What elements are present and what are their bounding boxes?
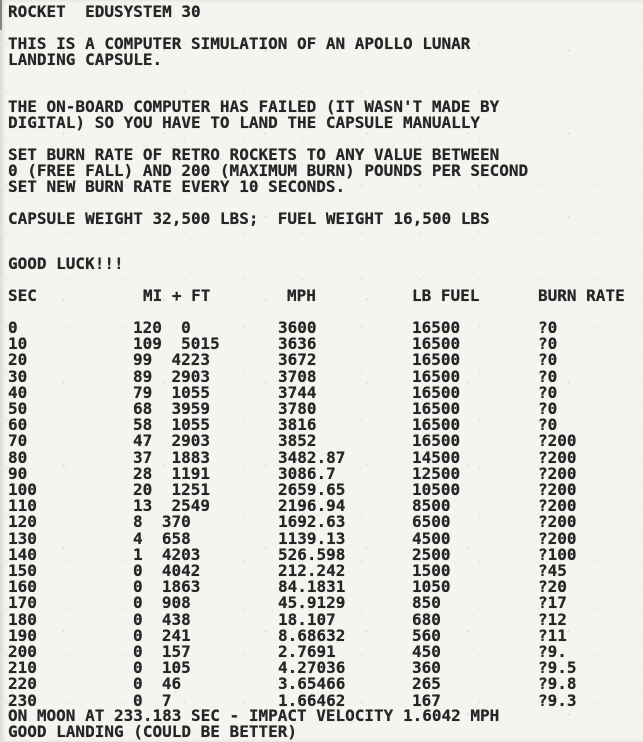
cell-miles-feet: 28 1191 [133,463,211,483]
cell-sec: 90 [8,463,28,483]
cell-fuel: 2500 [412,544,451,564]
cell-mph: 18.107 [278,609,336,629]
cell-fuel: 450 [412,642,441,661]
cell-sec: 140 [8,544,37,564]
cell-mph: 3780 [278,399,317,418]
cell-sec: 190 [8,625,37,645]
table-row [0,676,643,692]
instructions-line: 0 (FREE FALL) AND 200 (MAXIMUM BURN) POUNDS PER SECOND [8,161,529,180]
cell-mph: 3.65466 [278,674,346,694]
good-luck-line: GOOD LUCK!!! [8,254,124,273]
cell-mph: 3636 [278,334,317,354]
cell-burn-rate: ?9.5 [538,658,577,678]
cell-mph: 3086.7 [278,463,336,483]
cell-burn-rate: ?100 [538,544,577,564]
header-miles-feet: MI + FT [143,286,211,305]
cell-mph: 3816 [278,415,317,435]
intro-line: DIGITAL) SO YOU HAVE TO LAND THE CAPSULE MANUALLY [8,113,481,132]
cell-sec: 200 [8,642,37,661]
cell-miles-feet: 68 3959 [133,399,211,418]
cell-fuel: 16500 [412,334,461,354]
cell-fuel: 16500 [412,382,461,402]
cell-miles-feet: 20 1251 [133,480,211,499]
cell-mph: 84.1831 [278,577,346,597]
cell-miles-feet: 0 157 [133,642,191,661]
cell-mph: 3672 [278,350,317,370]
cell-mph: 3708 [278,366,317,386]
cell-fuel: 16500 [412,399,461,418]
cell-mph: 1692.63 [278,512,346,532]
cell-burn-rate: ?200 [538,480,577,499]
cell-mph: 2659.65 [278,480,346,499]
cell-fuel: 4500 [412,528,451,548]
cell-fuel: 16500 [412,366,461,386]
cell-fuel: 850 [412,593,441,613]
cell-miles-feet: 0 908 [133,593,191,613]
cell-sec: 80 [8,447,28,467]
cell-burn-rate: ?200 [538,431,577,451]
cell-mph: 212.242 [278,561,346,580]
cell-sec: 230 [8,690,37,710]
cell-miles-feet: 109 5015 [133,334,220,354]
cell-fuel: 12500 [412,463,461,483]
header-fuel: LB FUEL [412,286,480,305]
impact-report-line: ON MOON AT 233.183 SEC - IMPACT VELOCITY 1.6042 MPH [8,706,500,725]
cell-burn-rate: ?0 [538,334,558,354]
intro-line: THIS IS A COMPUTER SIMULATION OF AN APOLLO LUNAR [8,34,471,53]
header-sec: SEC [8,286,37,305]
cell-mph: 2.7691 [278,642,336,661]
cell-sec: 50 [8,399,28,418]
cell-miles-feet: 37 1883 [133,447,211,467]
landing-result-line: GOOD LANDING (COULD BE BETTER) [8,722,297,741]
cell-fuel: 360 [412,658,441,678]
cell-burn-rate: ?17 [538,593,567,613]
cell-miles-feet: 0 1863 [133,577,201,597]
cell-sec: 160 [8,577,37,597]
cell-fuel: 680 [412,609,441,629]
cell-sec: 180 [8,609,37,629]
intro-line: LANDING CAPSULE. [8,50,163,69]
cell-sec: 0 [8,318,18,337]
cell-burn-rate: ?200 [538,528,577,548]
cell-miles-feet: 4 658 [133,528,191,548]
cell-mph: 4.27036 [278,658,346,678]
cell-sec: 150 [8,561,37,580]
cell-burn-rate: ?200 [538,512,577,532]
cell-burn-rate: ?9.8 [538,674,577,694]
table-row [0,433,643,449]
cell-burn-rate: ?9. [538,642,567,661]
cell-mph: 45.9129 [278,593,346,613]
cell-burn-rate: ?200 [538,447,577,467]
cell-sec: 210 [8,658,37,678]
cell-miles-feet: 0 438 [133,609,191,629]
cell-burn-rate: ?0 [538,415,558,435]
cell-sec: 10 [8,334,28,354]
cell-miles-feet: 79 1055 [133,382,211,402]
table-row [0,352,643,368]
cell-miles-feet: 0 4042 [133,561,201,580]
cell-sec: 120 [8,512,37,532]
cell-fuel: 16500 [412,318,461,337]
cell-mph: 1.66462 [278,690,346,710]
cell-mph: 2196.94 [278,496,346,516]
cell-miles-feet: 58 1055 [133,415,211,435]
cell-burn-rate: ?0 [538,350,558,370]
cell-mph: 526.598 [278,544,346,564]
cell-burn-rate: ?45 [538,561,567,580]
instructions-line: SET BURN RATE OF RETRO ROCKETS TO ANY VALUE BETWEEN [8,145,500,164]
cell-sec: 220 [8,674,37,694]
cell-burn-rate: ?11 [538,625,567,645]
cell-burn-rate: ?200 [538,463,577,483]
cell-fuel: 10500 [412,480,461,499]
cell-burn-rate: ?12 [538,609,567,629]
cell-fuel: 16500 [412,431,461,451]
table-header [0,288,643,304]
cell-mph: 1139.13 [278,528,346,548]
header-mph: MPH [287,286,316,305]
table-row [0,514,643,530]
cell-sec: 20 [8,350,28,370]
cell-fuel: 560 [412,625,441,645]
cell-miles-feet: 47 2903 [133,431,211,451]
cell-miles-feet: 0 105 [133,658,191,678]
cell-burn-rate: ?0 [538,318,558,337]
cell-fuel: 14500 [412,447,461,467]
cell-sec: 170 [8,593,37,613]
cell-miles-feet: 0 241 [133,625,191,645]
cell-burn-rate: ?200 [538,496,577,516]
cell-mph: 3482.87 [278,447,346,467]
weights-line: CAPSULE WEIGHT 32,500 LBS; FUEL WEIGHT 16,500 LBS [8,209,490,228]
cell-burn-rate: ?20 [538,577,567,597]
table-row [0,595,643,611]
cell-fuel: 16500 [412,350,461,370]
cell-fuel: 1500 [412,561,451,580]
cell-miles-feet: 1 4203 [133,544,201,564]
cell-sec: 60 [8,415,28,435]
cell-burn-rate: ?0 [538,382,558,402]
cell-miles-feet: 120 0 [133,318,191,337]
cell-mph: 3744 [278,382,317,402]
cell-miles-feet: 0 7 [133,690,172,710]
cell-sec: 130 [8,528,37,548]
cell-sec: 30 [8,366,28,386]
cell-fuel: 16500 [412,415,461,435]
cell-miles-feet: 13 2549 [133,496,211,516]
cell-miles-feet: 99 4223 [133,350,211,370]
cell-fuel: 8500 [412,496,451,516]
cell-miles-feet: 8 370 [133,512,191,532]
cell-fuel: 265 [412,674,441,694]
cell-sec: 70 [8,431,28,451]
cell-fuel: 6500 [412,512,451,532]
cell-fuel: 1050 [412,577,451,597]
cell-sec: 40 [8,382,28,402]
cell-mph: 3852 [278,431,317,451]
cell-sec: 110 [8,496,37,516]
program-title: ROCKET EDUSYSTEM 30 [8,2,201,21]
cell-burn-rate: ?0 [538,366,558,386]
cell-mph: 8.68632 [278,625,346,645]
cell-sec: 100 [8,480,37,499]
instructions-line: SET NEW BURN RATE EVERY 10 SECONDS. [8,177,346,196]
cell-burn-rate: ?9.3 [538,690,577,710]
cell-miles-feet: 89 2903 [133,366,211,386]
cell-fuel: 167 [412,690,441,710]
cell-mph: 3600 [278,318,317,337]
cell-miles-feet: 0 46 [133,674,182,694]
cell-burn-rate: ?0 [538,399,558,418]
intro-line: THE ON-BOARD COMPUTER HAS FAILED (IT WASN'T MADE BY [8,97,500,116]
header-burn-rate: BURN RATE [538,286,625,305]
